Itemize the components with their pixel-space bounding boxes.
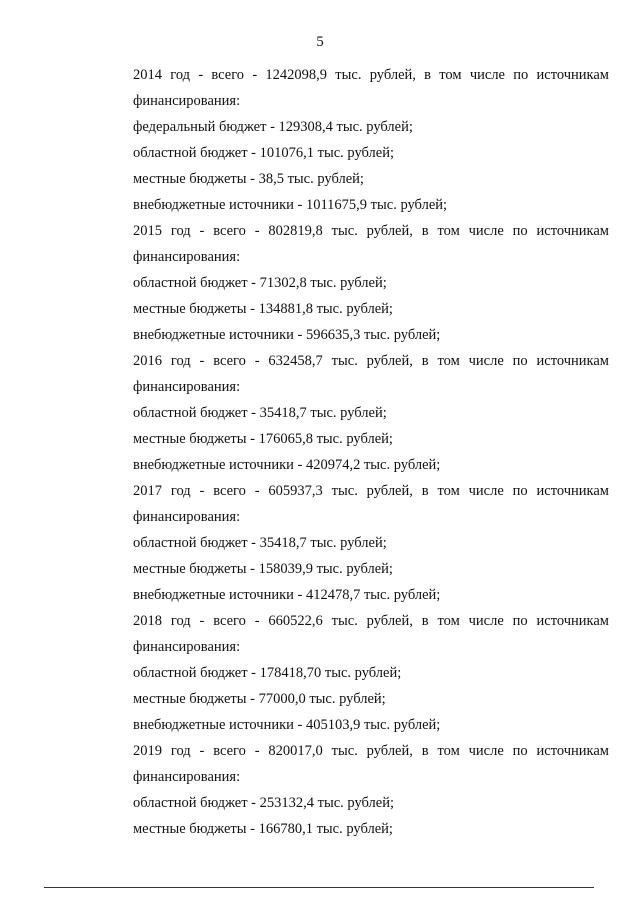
funding-source-line: местные бюджеты - 77000,0 тыс. рублей; bbox=[133, 691, 386, 707]
funding-source-line: областной бюджет - 178418,70 тыс. рублей; bbox=[133, 665, 402, 681]
funding-source-line: местные бюджеты - 38,5 тыс. рублей; bbox=[133, 171, 364, 187]
funding-source-line: местные бюджеты - 158039,9 тыс. рублей; bbox=[133, 561, 393, 577]
funding-source-line: местные бюджеты - 166780,1 тыс. рублей; bbox=[133, 821, 393, 837]
funding-source-line: финансирования: bbox=[133, 769, 241, 785]
funding-source-line: финансирования: bbox=[133, 639, 241, 655]
funding-source-line: внебюджетные источники - 412478,7 тыс. рублей; bbox=[133, 587, 441, 603]
funding-year-line: 2016 год - всего - 632458,7 тыс. рублей, в том числе по источникам bbox=[133, 353, 609, 369]
funding-source-line: финансирования: bbox=[133, 249, 241, 265]
funding-source-line: внебюджетные источники - 420974,2 тыс. рублей; bbox=[133, 457, 441, 473]
document-body bbox=[133, 62, 609, 842]
funding-source-line: внебюджетные источники - 596635,3 тыс. рублей; bbox=[133, 327, 441, 343]
funding-year-line: 2019 год - всего - 820017,0 тыс. рублей, в том числе по источникам bbox=[133, 743, 609, 759]
funding-source-line: областной бюджет - 35418,7 тыс. рублей; bbox=[133, 405, 387, 421]
funding-source-line: федеральный бюджет - 129308,4 тыс. рублей; bbox=[133, 119, 413, 135]
funding-source-line: внебюджетные источники - 1011675,9 тыс. рублей; bbox=[133, 197, 448, 213]
funding-source-line: финансирования: bbox=[133, 379, 241, 395]
footer-divider bbox=[44, 887, 594, 888]
funding-year-line: 2015 год - всего - 802819,8 тыс. рублей, в том числе по источникам bbox=[133, 223, 609, 239]
funding-source-line: финансирования: bbox=[133, 509, 241, 525]
funding-source-line: областной бюджет - 71302,8 тыс. рублей; bbox=[133, 275, 387, 291]
funding-source-line: областной бюджет - 253132,4 тыс. рублей; bbox=[133, 795, 394, 811]
funding-source-line: финансирования: bbox=[133, 93, 241, 109]
funding-source-line: местные бюджеты - 176065,8 тыс. рублей; bbox=[133, 431, 393, 447]
page-number: 5 bbox=[316, 34, 324, 50]
funding-source-line: местные бюджеты - 134881,8 тыс. рублей; bbox=[133, 301, 393, 317]
funding-source-line: внебюджетные источники - 405103,9 тыс. рублей; bbox=[133, 717, 441, 733]
funding-year-line: 2018 год - всего - 660522,6 тыс. рублей, в том числе по источникам bbox=[133, 613, 609, 629]
funding-source-line: областной бюджет - 101076,1 тыс. рублей; bbox=[133, 145, 394, 161]
funding-year-line: 2017 год - всего - 605937,3 тыс. рублей, в том числе по источникам bbox=[133, 483, 609, 499]
funding-source-line: областной бюджет - 35418,7 тыс. рублей; bbox=[133, 535, 387, 551]
funding-year-line: 2014 год - всего - 1242098,9 тыс. рублей, в том числе по источникам bbox=[133, 67, 609, 83]
